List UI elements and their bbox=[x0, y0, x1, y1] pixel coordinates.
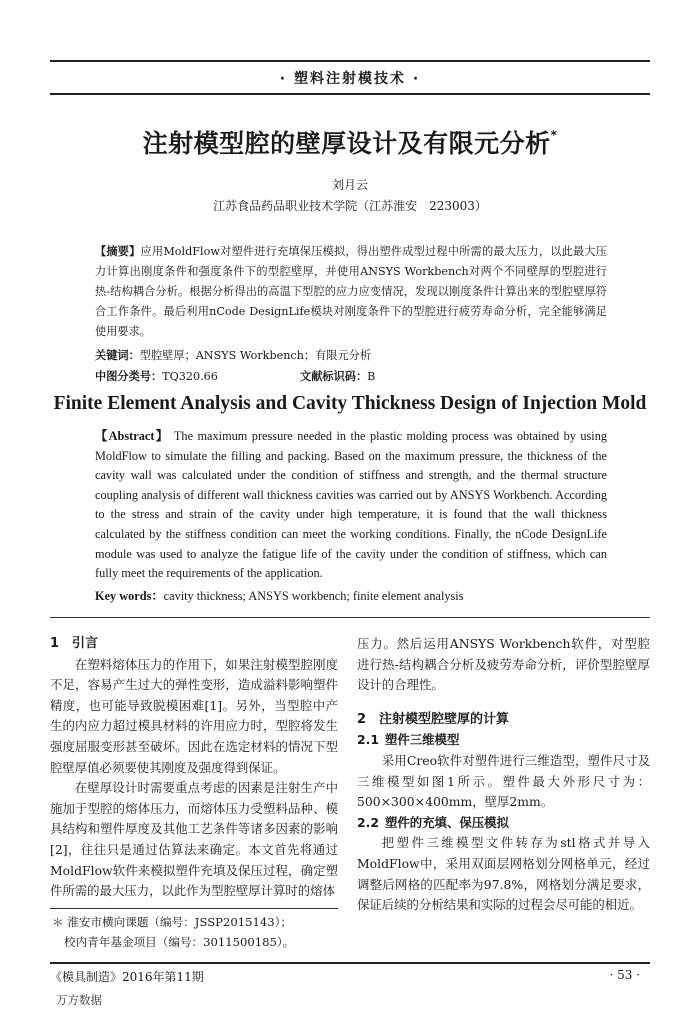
keywords-en bbox=[95, 586, 607, 604]
footnote-line-1: ＊ 淮安市横向课题（编号：JSSP2015143）； bbox=[52, 915, 292, 929]
keywords-cn bbox=[95, 346, 607, 366]
subsection-title-2-2: 塑件的充填、保压模拟 bbox=[385, 814, 509, 830]
doc-code-value: B bbox=[367, 370, 376, 383]
page-number: · 53 · bbox=[609, 968, 640, 982]
right-column bbox=[357, 634, 650, 916]
right-paragraph-3: 把塑件三维模型文件转存为stl格式并导入MoldFlow中，采用双面层网格划分网格单元，经过调整后网格的匹配率为97.8%，网格划分满足要求，保证后续的分析结果和实际的过程会尽可能的相近。 bbox=[357, 835, 650, 913]
abstract-cn-text: 应用MoldFlow对塑件进行充填保压模拟，得出塑件成型过程中所需的最大压力，以此最大压力计算出刚度条件和强度条件下的型腔壁厚，并使用ANSYS Workbench对两个不同壁厚的型腔进行热-结构耦合分析。根据分析得出的高温下型腔的应力应变情况，发现以刚度条件计算出来的型腔壁厚符合工作条件。最后利用nCode DesignLife模块对刚度条件下的型腔进行疲劳寿命分析，完全能够满足使用要求。 bbox=[95, 245, 607, 338]
watermark: 万方数据 bbox=[56, 993, 102, 1007]
footnote-rule bbox=[50, 908, 338, 909]
abstract-en-text: The maximum pressure needed in the plastic molding process was obtained by using MoldFlow to simulate the filling and packing. Based on the maximum pressure, the thickness of the cavity wall was calculated under the condition of stiffness and strength, and the thermal structure coupling analysis of different wall thickness cavities was carried out by ANSYS Workbench. According to the stress and strain of the cavity under high temperature, it is found that the wall thickness calculated by the stiffness condition can meet the working conditions. Finally, the nCode DesignLife module was used to analyze the fatigue life of the cavity under the condition of stiffness, which can fully meet the requirements of the application. bbox=[95, 429, 607, 581]
title-footnote-marker: * bbox=[550, 127, 558, 142]
subsection-title-2-1: 塑件三维模型 bbox=[385, 732, 460, 748]
section-title-2: 注射模型腔壁厚的计算 bbox=[379, 711, 510, 727]
keywords-en-text: cavity thickness; ANSYS workbench; finite element analysis bbox=[163, 589, 464, 603]
abstract-en-label: 【Abstract】 bbox=[95, 429, 170, 443]
footnote bbox=[52, 912, 340, 952]
intro-paragraph-1: 在塑料熔体压力的作用下，如果注射模型腔刚度不足，容易产生过大的弹性变形，造成溢料影响塑件精度，也可能导致脱模困难[1]。另外，当型腔中产生的内应力超过模具材料的许用应力时，型腔将发生强度屈服变形甚至破坏。因此在选定材料的情况下型腔壁厚值必须要使其刚度及强度得到保证。 bbox=[50, 656, 338, 775]
header-rule-top bbox=[50, 60, 650, 62]
subsection-number-2-2: 2.2 bbox=[357, 814, 379, 830]
paper-title bbox=[0, 124, 700, 160]
section-heading-1 bbox=[50, 634, 338, 655]
author: 刘月云 bbox=[331, 178, 368, 192]
keywords-cn-text: 型腔壁厚；ANSYS Workbench；有限元分析 bbox=[139, 349, 372, 362]
journal-citation: 《模具制造》2016年第11期 bbox=[50, 970, 204, 984]
abstract-cn-label: 【摘要】 bbox=[95, 245, 141, 258]
subsection-heading-2-2 bbox=[357, 813, 650, 834]
section-number-2: 2 bbox=[357, 711, 367, 727]
abstract-divider bbox=[50, 617, 650, 618]
section-number-1: 1 bbox=[50, 636, 60, 651]
footer-rule bbox=[50, 962, 650, 964]
keywords-en-label: Key words： bbox=[95, 589, 164, 603]
subsection-number-2-1: 2.1 bbox=[357, 732, 379, 748]
paper-title-en: Finite Element Analysis and Cavity Thickness Design of Injection Mold bbox=[53, 393, 647, 414]
doc-code-label: 文献标识码： bbox=[300, 370, 368, 383]
clc-number bbox=[95, 368, 218, 384]
abstract-cn bbox=[95, 242, 607, 342]
intro-paragraph-2: 在壁厚设计时需要重点考虑的因素是注射生产中施加于型腔的熔体压力，而熔体压力受塑料品种、模具结构和塑件厚度及其他工艺条件等诸多因素的影响[2]，往往只是通过估算法来确定。本文首先将通过MoldFlow软件来模拟塑件充填及保压过程，确定塑件所需的最大压力，以此作为型腔壁厚计算时的熔体 bbox=[50, 780, 338, 899]
section-banner: · 塑料注射模技术 · bbox=[279, 71, 421, 87]
header-rule-bottom bbox=[50, 93, 650, 95]
right-paragraph-2: 采用Creo软件对塑件进行三维造型，塑件尺寸及三维模型如图1所示。塑件最大外形尺寸为：500×300×400mm，壁厚2mm。 bbox=[357, 752, 650, 810]
clc-value: TQ320.66 bbox=[162, 370, 218, 383]
subsection-heading-2-1 bbox=[357, 730, 650, 751]
paper-title-text: 注射模型腔的壁厚设计及有限元分析 bbox=[142, 129, 551, 158]
section-title-1: 引言 bbox=[72, 636, 99, 651]
affiliation: 江苏食品药品职业技术学院（江苏淮安 223003） bbox=[213, 199, 487, 213]
document-code bbox=[300, 368, 375, 384]
section-heading-2 bbox=[357, 710, 650, 731]
footnote-line-2: 校内青年基金项目（编号：3011500185）。 bbox=[64, 935, 295, 949]
abstract-en bbox=[95, 427, 607, 584]
clc-label: 中图分类号： bbox=[95, 370, 163, 383]
keywords-cn-label: 关键词： bbox=[95, 349, 140, 362]
left-column bbox=[50, 634, 338, 902]
right-paragraph-1: 压力。然后运用ANSYS Workbench软件，对型腔进行热-结构耦合分析及疲劳寿命分析，评价型腔壁厚设计的合理性。 bbox=[357, 636, 650, 693]
